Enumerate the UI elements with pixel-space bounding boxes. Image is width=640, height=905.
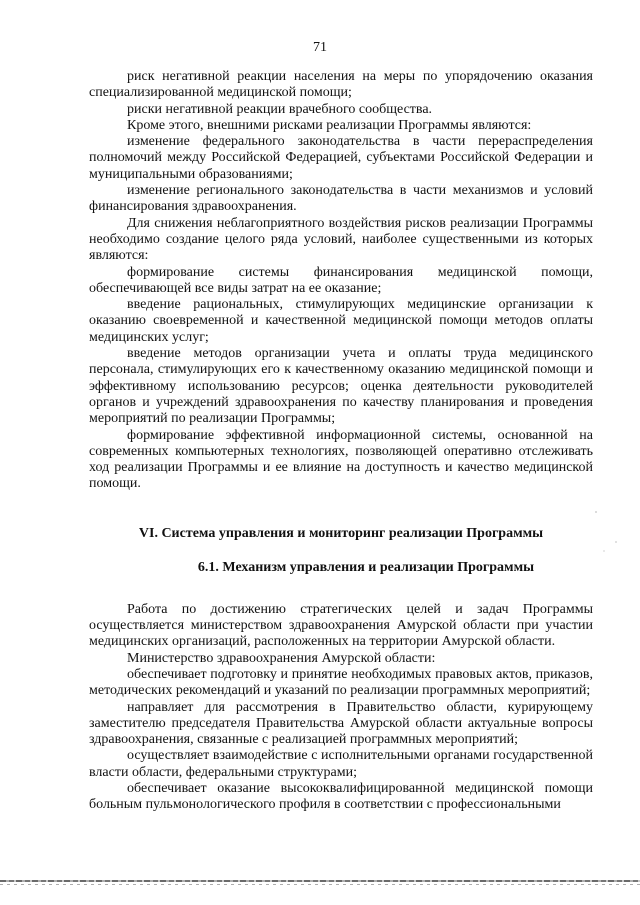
paragraph: Министерство здравоохранения Амурской области: <box>127 650 436 666</box>
document-body <box>89 69 593 814</box>
paragraph: осуществляет взаимодействие с исполнительными органами государственной власти области, федеральными структурами; <box>89 748 593 780</box>
scan-edge-line-secondary <box>0 884 640 885</box>
section-heading: VI. Система управления и мониторинг реализации Программы <box>138 525 544 541</box>
paragraph: обеспечивает подготовку и принятие необходимых правовых актов, приказов, методических рекомендаций и указаний по реализации программных мероприятий; <box>89 666 593 699</box>
paragraph: изменение федерального законодательства в части перераспределения полномочий между Российской Федерацией, субъектами Российской Федерации и муниципальными образованиями; <box>89 134 593 182</box>
paragraph: риск негативной реакции населения на меры по упорядочению оказания специализированной медицинской помощи; <box>89 69 593 101</box>
paragraph: Кроме этого, внешними рисками реализации Программы являются: <box>127 117 532 133</box>
paragraph: введение методов организации учета и оплаты труда медицинского персонала, стимулирующих его к качественному оказанию медицинской помощи и эффективному использованию ресурсов; оценка деятельности руководителей органов и учреждений здравоохранения по качеству планирования и проведения мероприятий по реализации Программы; <box>89 346 593 427</box>
paragraph: Работа по достижению стратегических целей и задач Программы осуществляется министерством здравоохранения Амурской области при участии медицинских организаций, расположенных на территории Амурской области. <box>89 601 593 650</box>
paragraph: введение рациональных, стимулирующих медицинские организации к оказанию своевременной и качественной медицинской помощи методов оплаты медицинских услуг; <box>89 297 593 345</box>
paragraph: риски негативной реакции врачебного сообщества. <box>127 101 433 117</box>
paragraph: формирование системы финансирования медицинской помощи, обеспечивающей все виды затрат на ее оказание; <box>89 264 593 296</box>
scan-noise <box>592 500 632 560</box>
paragraph: изменение регионального законодательства в части механизмов и условий финансирования здравоохранения. <box>89 183 593 215</box>
subsection-heading: 6.1. Механизм управления и реализации Программы <box>197 559 535 575</box>
paragraph: Для снижения неблагоприятного воздействия рисков реализации Программы необходимо создание целого ряда условий, наиболее существенными из которых являются: <box>89 215 593 264</box>
paragraph: обеспечивает оказание высококвалифицированной медицинской помощи больным пульмонологического профиля в соответствии с профессиональными <box>89 780 593 813</box>
scan-edge-line <box>0 880 640 882</box>
paragraph: направляет для рассмотрения в Правительство области, курирующему заместителю председателя Правительства Амурской области актуальные вопросы здравоохранения, связанные с реализацией программных мероприятий; <box>89 699 593 748</box>
page-number: 71 <box>313 40 327 55</box>
paragraph: формирование эффективной информационной системы, основанной на современных компьютерных технологиях, позволяющей оперативно отслеживать ход реализации Программы и ее влияние на доступность и качество медицинской помощи. <box>89 427 593 492</box>
